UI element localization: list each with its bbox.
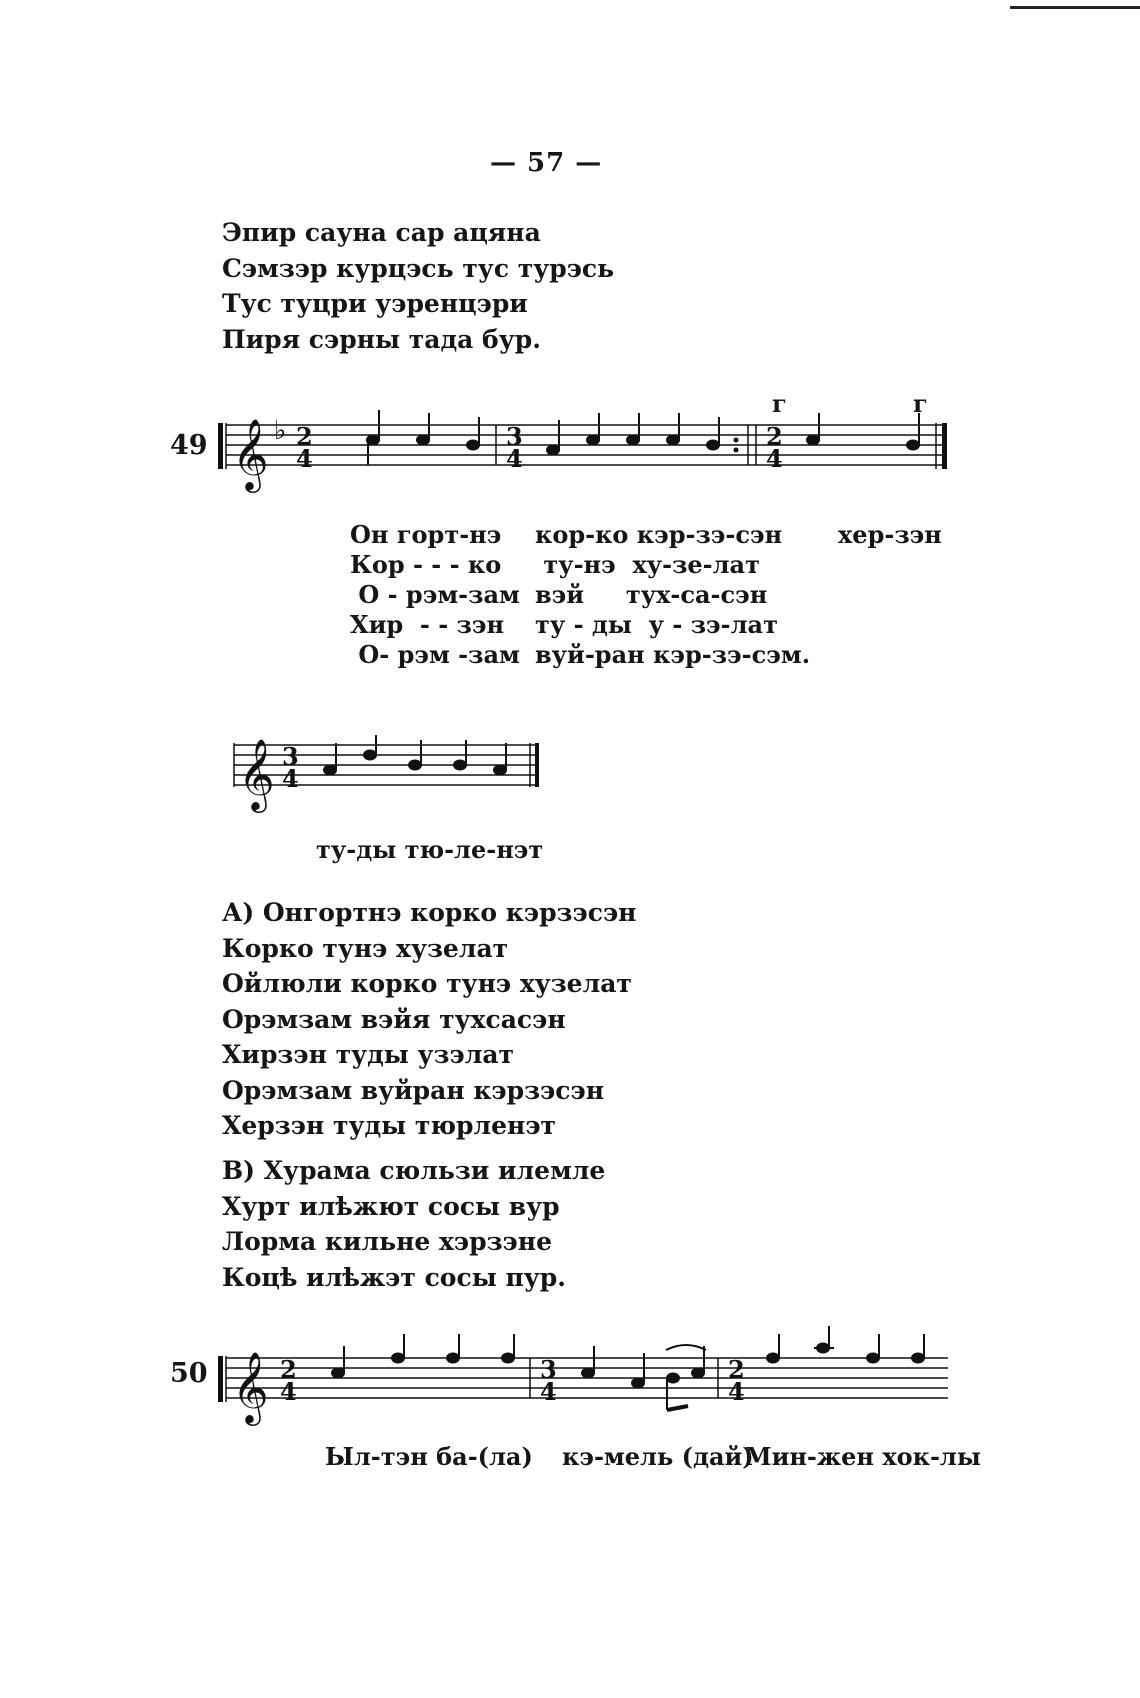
svg-text:2: 2 xyxy=(296,422,313,451)
svg-text:4: 4 xyxy=(506,444,523,473)
svg-text:4: 4 xyxy=(282,764,299,793)
lyric-line: вуй-ран кэр-зэ-сэм. xyxy=(535,640,811,669)
page-number: — 57 — xyxy=(490,148,603,178)
stanza-line: В) Хурама сюльзи илемле xyxy=(222,1156,606,1185)
stanza-line: Хирзэн туды узэлат xyxy=(222,1040,515,1069)
lyric-line: хер-зэн xyxy=(838,520,942,549)
stanza-line: Коцѣ илѣжэт сосы пур. xyxy=(222,1262,566,1292)
stanza-1 xyxy=(222,215,614,357)
svg-text:4: 4 xyxy=(766,444,783,473)
stanza-line: Орэмзам вуйран кэрзэсэн xyxy=(222,1075,605,1105)
svg-text:3: 3 xyxy=(506,422,523,451)
svg-text:𝄞: 𝄞 xyxy=(238,737,275,810)
stanza-line: Ойлюли корко тунэ хузелат xyxy=(222,969,632,998)
music-staff-50 xyxy=(218,1338,958,1438)
lyric-line: Кор - - - ко xyxy=(350,550,502,579)
music-staff-49 xyxy=(218,405,958,515)
tune-50-lyric: кэ-мель (дай) xyxy=(562,1442,754,1471)
tune-mark: г xyxy=(772,389,787,418)
top-rule xyxy=(1010,6,1140,9)
music-staff-49-cont xyxy=(230,735,550,825)
tune-49-lyrics-col-2 xyxy=(535,520,810,670)
tune-49-lyrics-col-1 xyxy=(350,520,520,670)
stanza-line: Орэмзам вэйя тухсасэн xyxy=(222,1004,566,1034)
tune-number-49: 49 xyxy=(170,430,208,461)
svg-text:4: 4 xyxy=(280,1377,297,1406)
stanza-line: Пиря сэрны тада бур. xyxy=(222,324,541,354)
tune-number-50: 50 xyxy=(170,1358,208,1389)
stanza-line: Хурт илѣжют сосы вур xyxy=(222,1191,560,1221)
svg-text:2: 2 xyxy=(280,1355,297,1384)
tune-mark: г xyxy=(913,389,928,418)
svg-text:3: 3 xyxy=(282,742,299,771)
svg-text:♭: ♭ xyxy=(274,416,287,446)
svg-text:4: 4 xyxy=(296,444,313,473)
lyric-line: кор-ко кэр-зэ-сэн xyxy=(535,520,783,549)
svg-text:𝄞: 𝄞 xyxy=(232,1350,269,1423)
tune-49-cont-lyric: ту-ды тю-ле-нэт xyxy=(316,835,544,864)
stanza-b xyxy=(222,1153,605,1295)
stanza-line: Корко тунэ хузелат xyxy=(222,933,509,963)
lyric-line: ту - ды у - зэ-лат xyxy=(535,610,778,639)
tune-49-lyrics-col-3 xyxy=(838,520,942,550)
svg-text:2: 2 xyxy=(766,422,783,451)
stanza-a xyxy=(222,895,636,1144)
stanza-line: Сэмзэр курцэсь тус турэсь xyxy=(222,253,615,283)
lyric-line: Хир - - зэн xyxy=(350,610,505,639)
svg-text:4: 4 xyxy=(540,1377,557,1406)
stanza-line: Эпир сауна сар ацяна xyxy=(222,218,541,247)
stanza-line: Лорма кильне хэрзэне xyxy=(222,1227,552,1256)
lyric-line: О- рэм -зам xyxy=(350,640,520,669)
svg-text:𝄞: 𝄞 xyxy=(232,417,269,490)
lyric-line: ту-нэ ху-зе-лат xyxy=(535,550,760,579)
lyric-line: вэй тух-са-сэн xyxy=(535,580,768,609)
lyric-line: О - рэм-зам xyxy=(350,580,520,609)
svg-text:2: 2 xyxy=(728,1355,745,1384)
svg-text:4: 4 xyxy=(728,1377,745,1406)
tune-50-lyric: Мин-жен хок-лы xyxy=(745,1442,981,1471)
svg-text:3: 3 xyxy=(540,1355,557,1384)
stanza-line: Тус туцри уэренцэри xyxy=(222,289,528,318)
stanza-line: Херзэн туды тюрленэт xyxy=(222,1111,557,1140)
stanza-line: А) Онгортнэ корко кэрзэсэн xyxy=(222,898,637,927)
lyric-line: Он горт-нэ xyxy=(350,520,502,549)
tune-50-lyric: Ыл-тэн ба-(ла) xyxy=(325,1442,533,1471)
